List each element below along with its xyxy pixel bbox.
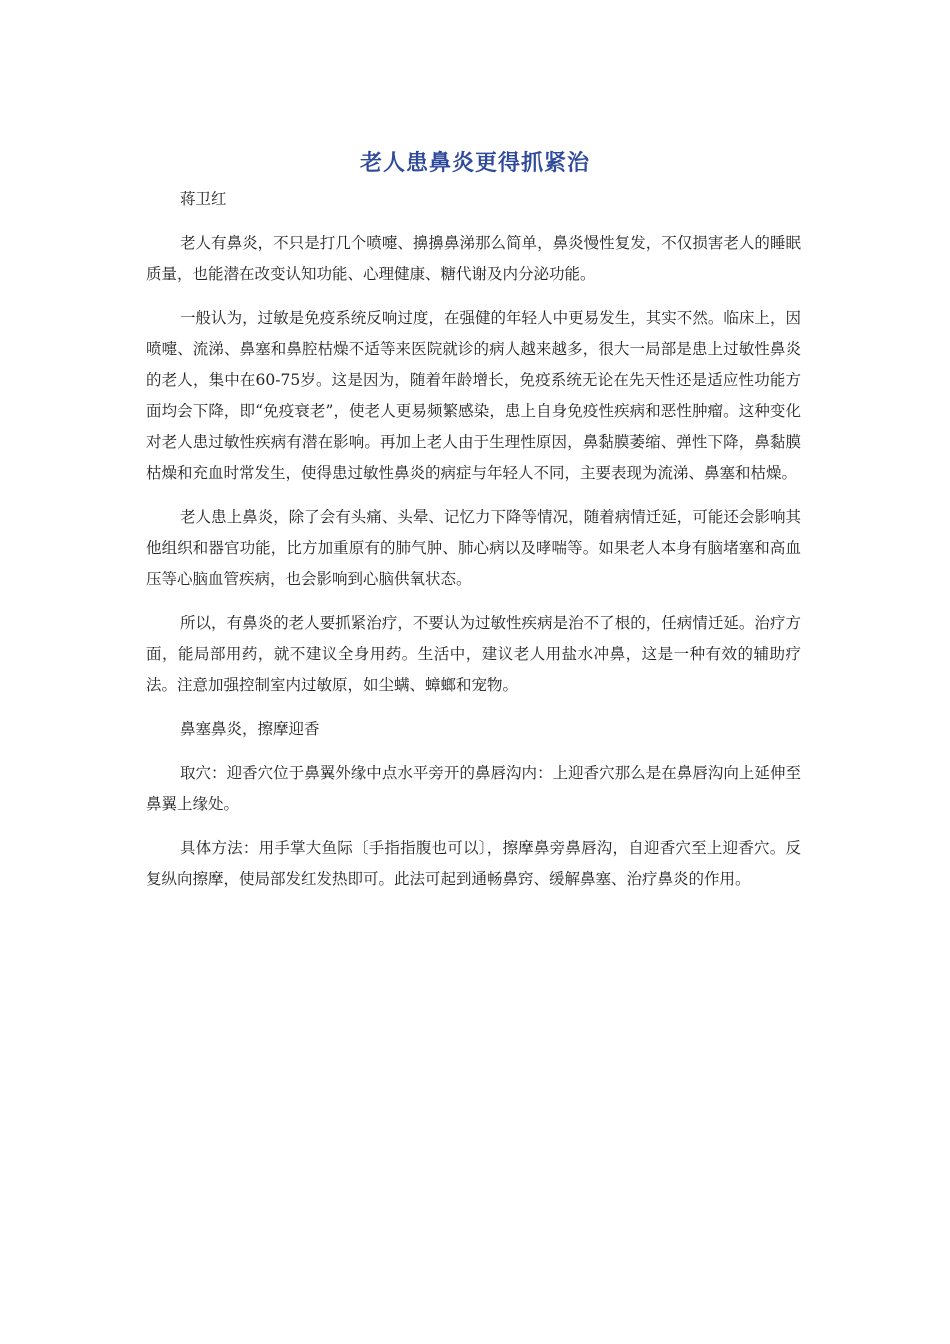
author-name: 蒋卫红 <box>180 190 227 208</box>
article-body <box>146 184 801 908</box>
paragraph-allergy: 一般认为，过敏是免疫系统反响过度，在强健的年轻人中更易发生，其实不然。临床上，因喷嚏、流涕、鼻塞和鼻腔枯燥不适等来医院就诊的病人越来越多，很大一局部是患上过敏性鼻炎的老人，集中在60-75岁。这是因为，随着年龄增长，免疫系统无论在先天性还是适应性功能方面均会下降，即“免疫衰老”，使老人更易频繁感染，患上自身免疫性疾病和恶性肿瘤。这种变化对老人患过敏性疾病有潜在影响。再加上老人由于生理性原因，鼻黏膜萎缩、弹性下降，鼻黏膜枯燥和充血时常发生，使得患过敏性鼻炎的病症与年轻人不同，主要表现为流涕、鼻塞和枯燥。 <box>146 309 801 482</box>
paragraph-intro: 老人有鼻炎，不只是打几个喷嚏、擤擤鼻涕那么简单，鼻炎慢性复发，不仅损害老人的睡眠质量，也能潜在改变认知功能、心理健康、糖代谢及内分泌功能。 <box>146 234 801 283</box>
paragraph-effects: 老人患上鼻炎，除了会有头痛、头晕、记忆力下降等情况，随着病情迁延，可能还会影响其他组织和器官功能，比方加重原有的肺气肿、肺心病以及哮喘等。如果老人本身有脑堵塞和高血压等心脑血管疾病，也会影响到心脑供氧状态。 <box>146 508 801 588</box>
paragraph-acupoint: 取穴：迎香穴位于鼻翼外缘中点水平旁开的鼻唇沟内：上迎香穴那么是在鼻唇沟向上延伸至鼻翼上缘处。 <box>146 764 801 813</box>
paragraph-method: 具体方法：用手掌大鱼际〔手指指腹也可以〕，擦摩鼻旁鼻唇沟，自迎香穴至上迎香穴。反复纵向擦摩，使局部发红发热即可。此法可起到通畅鼻窍、缓解鼻塞、治疗鼻炎的作用。 <box>146 839 801 888</box>
paragraph-treatment: 所以，有鼻炎的老人要抓紧治疗，不要认为过敏性疾病是治不了根的，任病情迁延。治疗方面，能局部用药，就不建议全身用药。生活中，建议老人用盐水冲鼻，这是一种有效的辅助疗法。注意加强控制室内过敏原，如尘螨、蟑螂和宠物。 <box>146 614 801 694</box>
page-title: 老人患鼻炎更得抓紧治 <box>359 150 590 176</box>
section-heading-massage: 鼻塞鼻炎，擦摩迎香 <box>180 720 320 738</box>
